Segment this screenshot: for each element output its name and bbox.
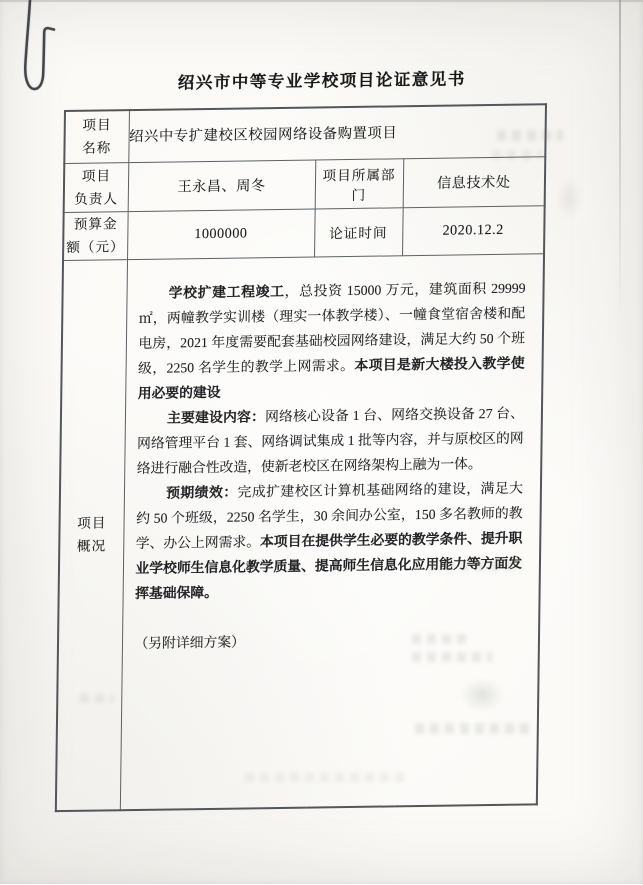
label-review-time: 论证时间	[314, 207, 403, 256]
project-leader-value: 王永昌、周冬	[128, 159, 316, 211]
text-segment: 预期绩效：	[166, 484, 238, 500]
bleed-through-artifact	[415, 723, 533, 734]
row-project-name	[64, 104, 546, 163]
text-segment: 学校扩建工程竣工	[169, 283, 285, 300]
label-project-name	[64, 110, 129, 163]
label-line: 预算金	[64, 212, 127, 236]
text-segment: （另附详细方案）	[134, 634, 245, 651]
bleed-through-artifact	[492, 150, 542, 160]
text-segment: 本项目是新大楼投入教学使用必要的建设	[138, 355, 525, 400]
review-time-value: 2020.12.2	[402, 205, 545, 255]
department-value: 信息技术处	[403, 156, 546, 207]
label-budget	[63, 211, 128, 260]
text-segment: 完成扩建校区计算机基础网络的建设，满足大约 50 个班级，2250 名学生，30 余间办公室，150 多名教师的教学、办公上网需求。	[136, 480, 523, 550]
overview-paragraphs	[122, 254, 543, 656]
bleed-through-artifact	[245, 773, 407, 782]
text-segment: 本项目在提供学生必要的教学条件、提升职业学校师生信息化教学质量、提高师生信息化应用能力等方面发挥基础保障。	[135, 530, 522, 600]
label-line: 项目	[60, 511, 123, 535]
document-title: 绍兴市中等专业学校项目论证意见书	[0, 63, 643, 96]
overview-paragraph	[135, 475, 523, 605]
bleed-through-artifact	[412, 634, 468, 644]
text-segment: 主要建设内容：	[167, 409, 265, 425]
label-project-overview	[56, 259, 127, 811]
text-segment: ，总投资 15000 万元，建筑面积 29999 ㎡，两幢教学实训楼（理实一体教学楼）、一幢食堂宿舍楼和配电房，2021 年度需要配套基础校园网络建设，满足大约 50 个班级，2250 名学生的教学上网需求。	[138, 280, 526, 375]
label-project-leader	[64, 162, 129, 212]
label-line: 项目	[66, 113, 129, 137]
label-line: 概况	[60, 534, 123, 558]
project-name-value: 绍兴中专扩建校区校园网络设备购置项目	[128, 104, 546, 162]
overview-paragraph	[138, 275, 526, 405]
bleed-through-artifact	[80, 694, 114, 703]
bleed-through-artifact	[497, 130, 563, 141]
bleed-through-artifact	[460, 678, 504, 712]
bleed-through-artifact	[412, 652, 492, 662]
bleed-through-artifact	[430, 560, 522, 571]
bleed-through-artifact	[556, 176, 582, 220]
label-line: 负责人	[65, 187, 128, 211]
label-line: 项目	[65, 164, 128, 188]
row-budget-time	[63, 205, 545, 260]
label-department: 项目所属部门	[315, 158, 404, 208]
text-segment: 网络核心设备 1 台、网络交换设备 27 台、网络管理平台 1 套、网络调试集成 1 批等内容，并与原校区的网络进行融合性改造，使新老校区在网络架构上融为一体。	[137, 405, 524, 475]
row-leader-department	[64, 156, 546, 212]
budget-value: 1000000	[127, 208, 315, 259]
label-line: 额（元）	[64, 235, 127, 259]
label-line: 名称	[65, 136, 128, 160]
overview-paragraph	[137, 400, 525, 480]
